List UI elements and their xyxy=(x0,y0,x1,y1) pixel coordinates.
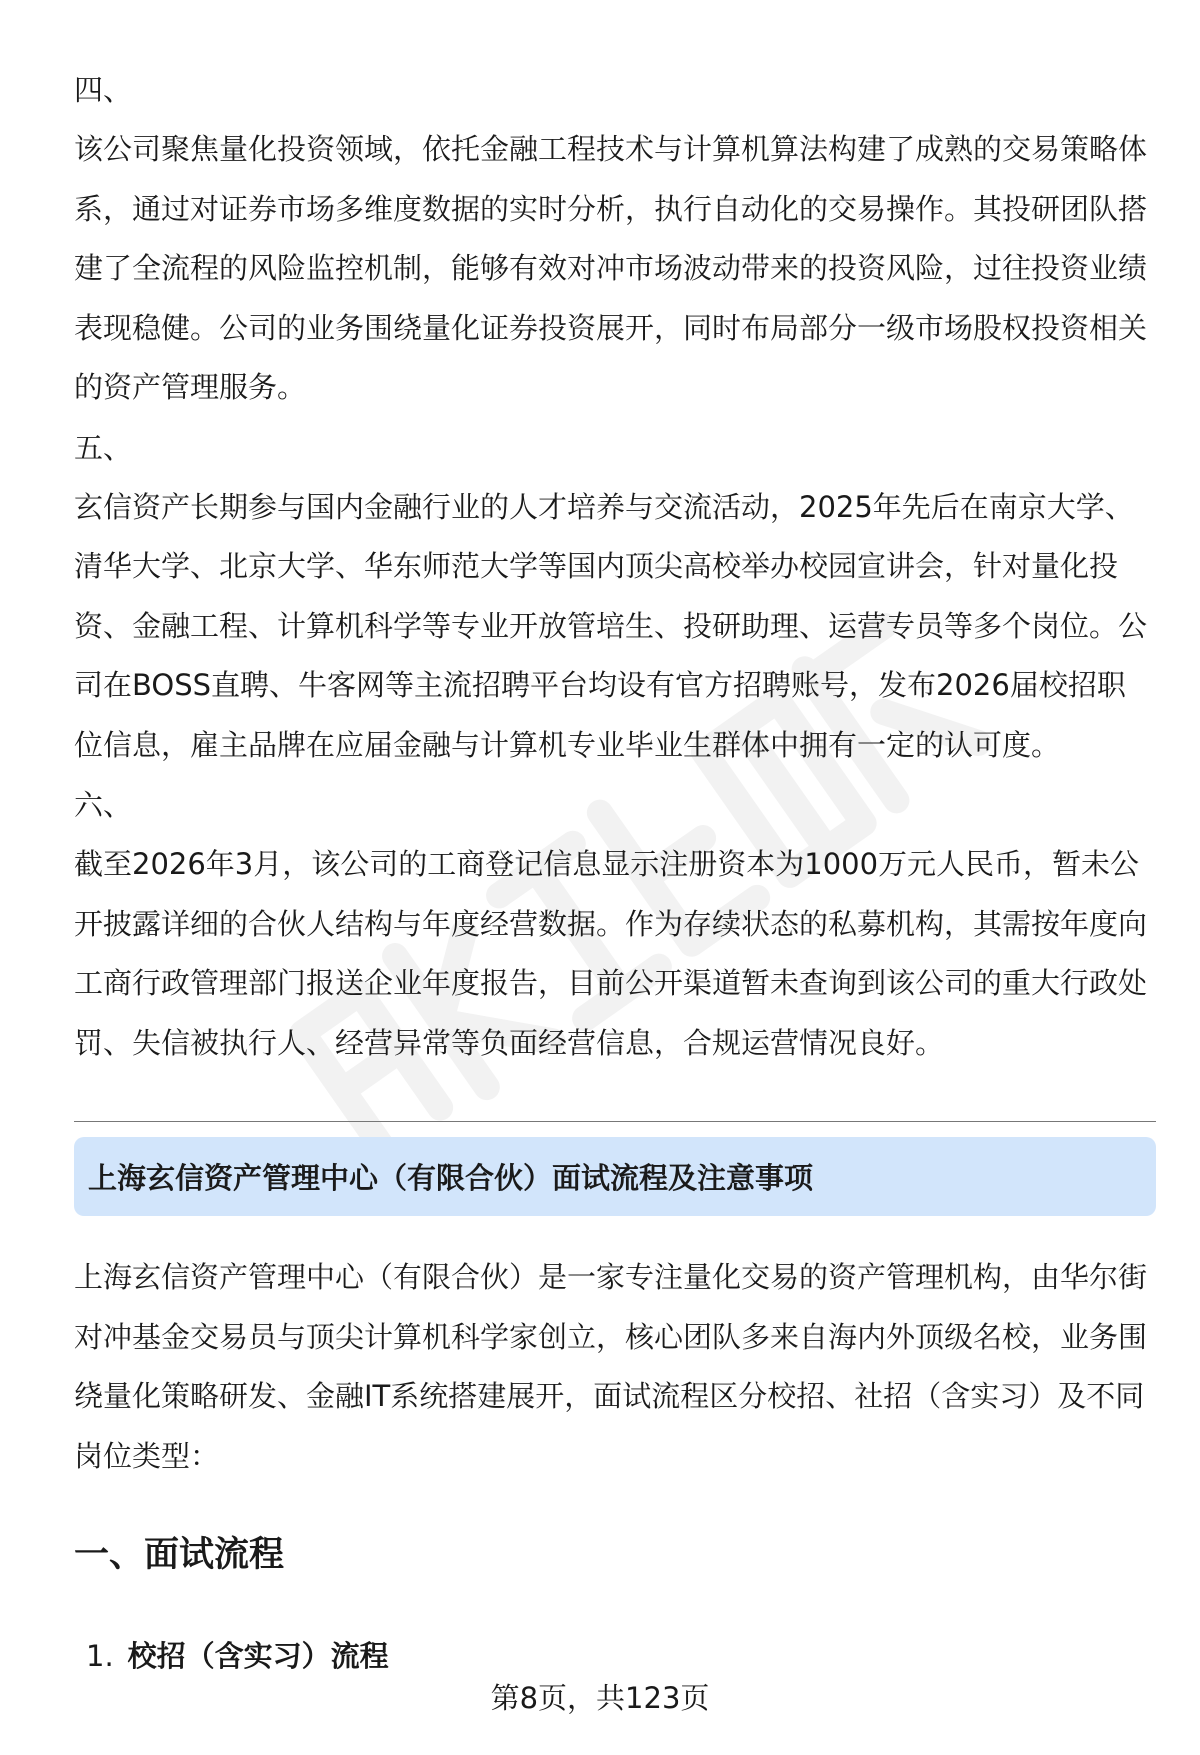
subheading-text: 校招（含实习）流程 xyxy=(127,1639,389,1673)
sections-body xyxy=(74,60,1150,1073)
section-paragraph: 截至2026年3月，该公司的工商登记信息显示注册资本为1000万元人民币，暂未公开披露详细的合伙人结构与年度经营数据。作为存续状态的私募机构，其需按年度向工商行政管理部门报送企业年度报告，目前公开渠道暂未查询到该公司的重大行政处罚、失信被执行人、经营异常等负面经营信息，合规运营情况良好。 xyxy=(74,847,1148,1060)
heading-interview-process: 一、面试流程 xyxy=(74,1535,285,1575)
section-banner xyxy=(74,1137,1156,1216)
list-number: 1. xyxy=(86,1639,114,1673)
section-number: 四、 xyxy=(74,73,133,107)
section-paragraph: 该公司聚焦量化投资领域，依托金融工程技术与计算机算法构建了成熟的交易策略体系，通过对证券市场多维度数据的实时分析，执行自动化的交易操作。其投研团队搭建了全流程的风险监控机制，能够有效对冲市场波动带来的投资风险，过往投资业绩表现稳健。公司的业务围绕量化证券投资展开，同时布局部分一级市场股权投资相关的资产管理服务。 xyxy=(74,132,1148,404)
section-number: 六、 xyxy=(74,788,133,822)
page-footer: 第8页，共123页 xyxy=(490,1681,710,1715)
section-number: 五、 xyxy=(74,430,133,465)
banner-title: 上海玄信资产管理中心（有限合伙）面试流程及注意事项 xyxy=(88,1161,814,1195)
section-paragraph: 玄信资产长期参与国内金融行业的人才培养与交流活动，2025年先后在南京大学、清华大学、北京大学、华东师范大学等国内顶尖高校举办校园宣讲会，针对量化投资、金融工程、计算机科学等专业开放管培生、投研助理、运营专员等多个岗位。公司在BOSS直聘、牛客网等主流招聘平台均设有官方招聘账号，发布2026届校招职位信息，雇主品牌在应届金融与计算机专业毕业生群体中拥有一定的认可度。 xyxy=(74,489,1148,762)
horizontal-divider xyxy=(74,1121,1156,1122)
intro-paragraph: 上海玄信资产管理中心（有限合伙）是一家专注量化交易的资产管理机构，由华尔街对冲基金交易员与顶尖计算机科学家创立，核心团队多来自海内外顶级名校，业务围绕量化策略研发、金融IT系统搭建展开，面试流程区分校招、社招（含实习）及不同岗位类型： xyxy=(74,1260,1148,1473)
